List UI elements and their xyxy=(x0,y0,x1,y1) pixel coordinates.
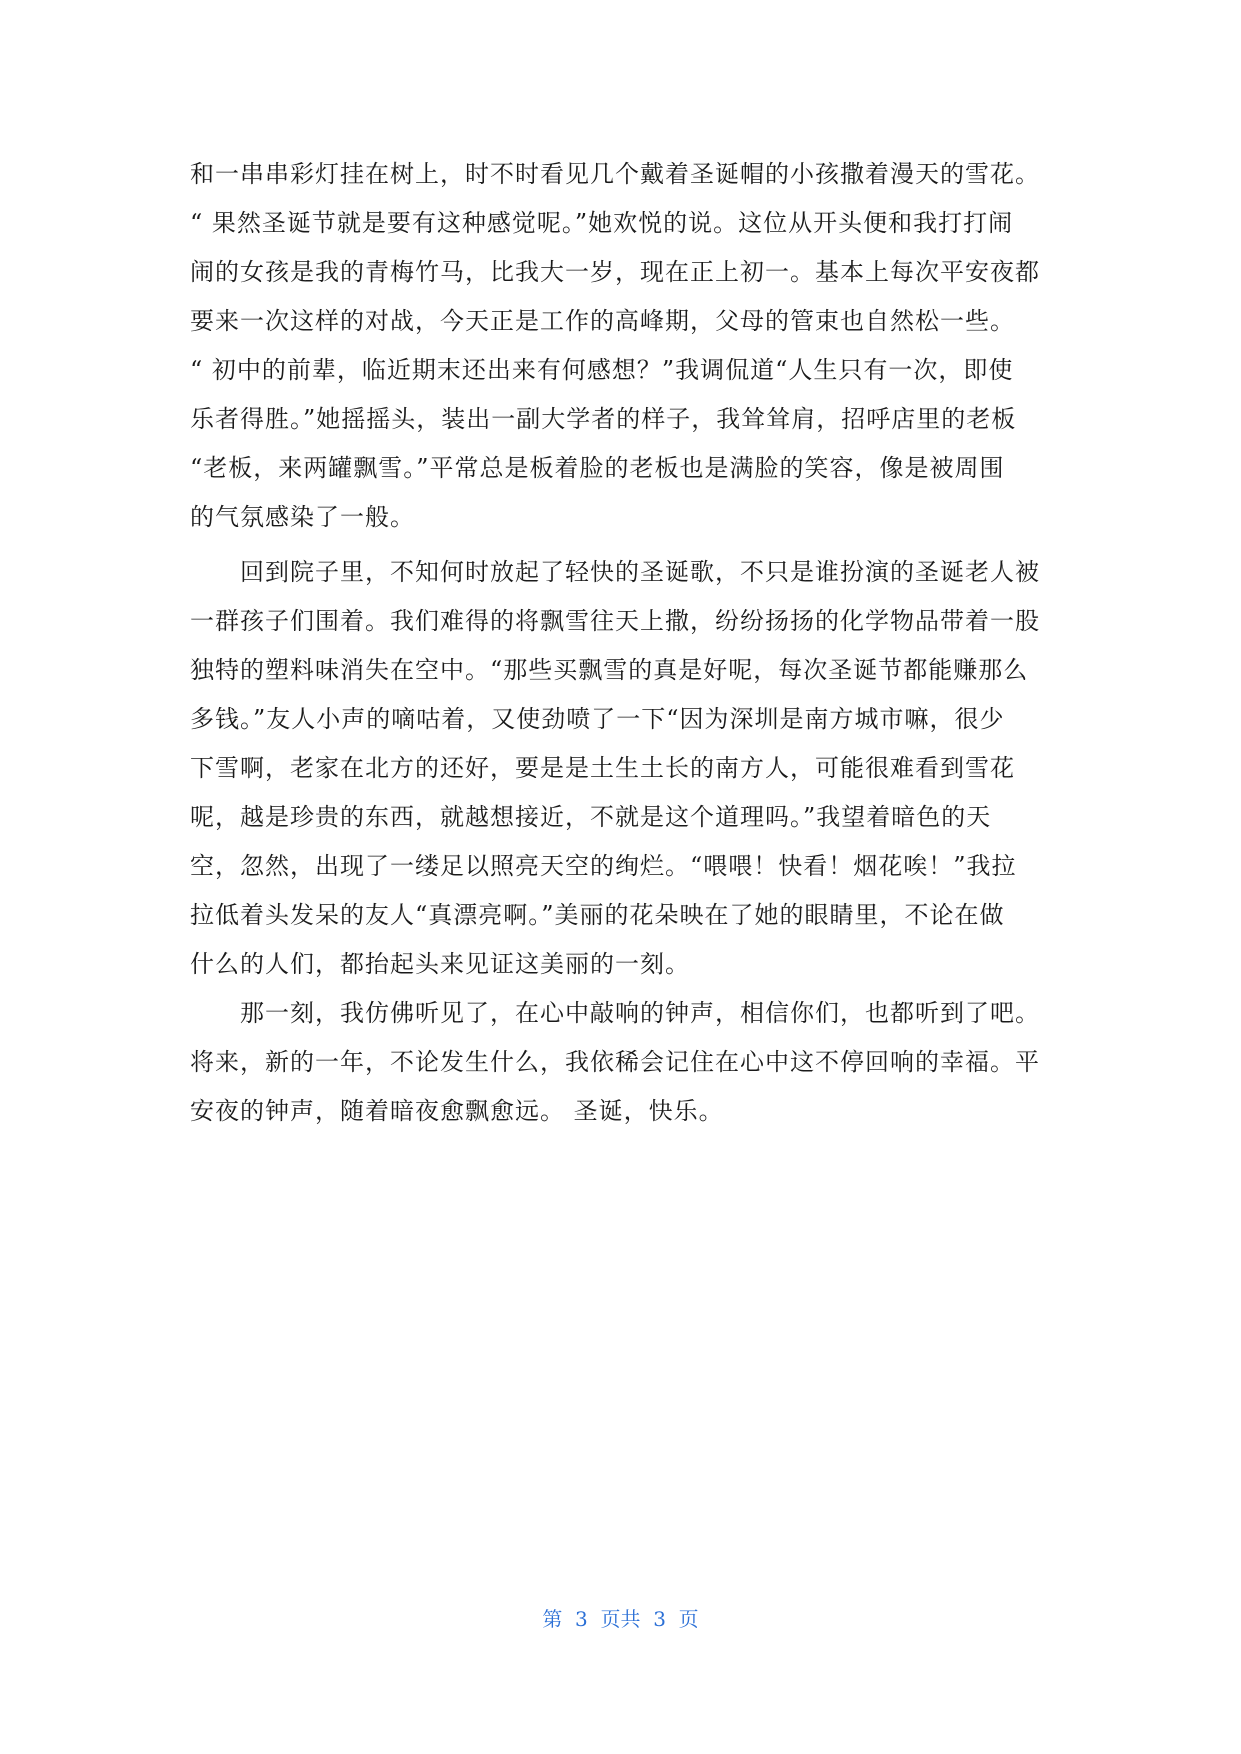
text-line: 那一刻，我仿佛听见了，在心中敲响的钟声，相信你们，也都听到了吧。 xyxy=(190,999,1040,1027)
text-line: 回到院子里，不知何时放起了轻快的圣诞歌，不只是谁扮演的圣诞老人被 xyxy=(190,558,1040,586)
text-line: 呢，越是珍贵的东西，就越想接近，不就是这个道理吗。”我望着暗色的天 xyxy=(190,803,992,831)
text-line: 安夜的钟声，随着暗夜愈飘愈远。 圣诞，快乐。 xyxy=(190,1097,724,1125)
text-line: 和一串串彩灯挂在树上，时不时看见几个戴着圣诞帽的小孩撒着漫天的雪花。 xyxy=(190,160,1040,188)
text-line: “老板，来两罐飘雪。”平常总是板着脸的老板也是满脸的笑容，像是被周围 xyxy=(190,454,1005,482)
text-line: 要来一次这样的对战，今天正是工作的高峰期，父母的管束也自然松一些。 xyxy=(190,307,1015,335)
text-line: 独特的塑料味消失在空中。“那些买飘雪的真是好呢，每次圣诞节都能赚那么 xyxy=(190,656,1029,684)
text-line: 一群孩子们围着。我们难得的将飘雪往天上撒，纷纷扬扬的化学物品带着一股 xyxy=(190,607,1040,635)
text-line: “ 初中的前辈，临近期末还出来有何感想？”我调侃道“人生只有一次，即使 xyxy=(190,356,1014,384)
page-number-footer: 第 3 页共 3 页 xyxy=(542,1607,699,1631)
text-line: 将来，新的一年，不论发生什么，我依稀会记住在心中这不停回响的幸福。平 xyxy=(190,1048,1040,1076)
document-body xyxy=(190,150,1060,1136)
text-line: 拉低着头发呆的友人“真漂亮啊。”美丽的花朵映在了她的眼睛里，不论在做 xyxy=(190,901,1005,929)
text-line: 什么的人们，都抬起头来见证这美丽的一刻。 xyxy=(190,950,690,978)
text-line: 多钱。”友人小声的嘀咕着，又使劲喷了一下“因为深圳是南方城市嘛，很少 xyxy=(190,705,1005,733)
text-line: 乐者得胜。”她摇摇头，装出一副大学者的样子，我耸耸肩，招呼店里的老板 xyxy=(190,405,1017,433)
text-line: 空，忽然，出现了一缕足以照亮天空的绚烂。“喂喂！快看！烟花唉！”我拉 xyxy=(190,852,1017,880)
text-line: 的气氛感染了一般。 xyxy=(190,503,415,531)
text-line: 下雪啊，老家在北方的还好，要是是土生土长的南方人，可能很难看到雪花 xyxy=(190,754,1015,782)
text-line: 闹的女孩是我的青梅竹马，比我大一岁，现在正上初一。基本上每次平安夜都 xyxy=(190,258,1040,286)
text-line: “ 果然圣诞节就是要有这种感觉呢。”她欢悦的说。这位从开头便和我打打闹 xyxy=(190,209,1014,237)
